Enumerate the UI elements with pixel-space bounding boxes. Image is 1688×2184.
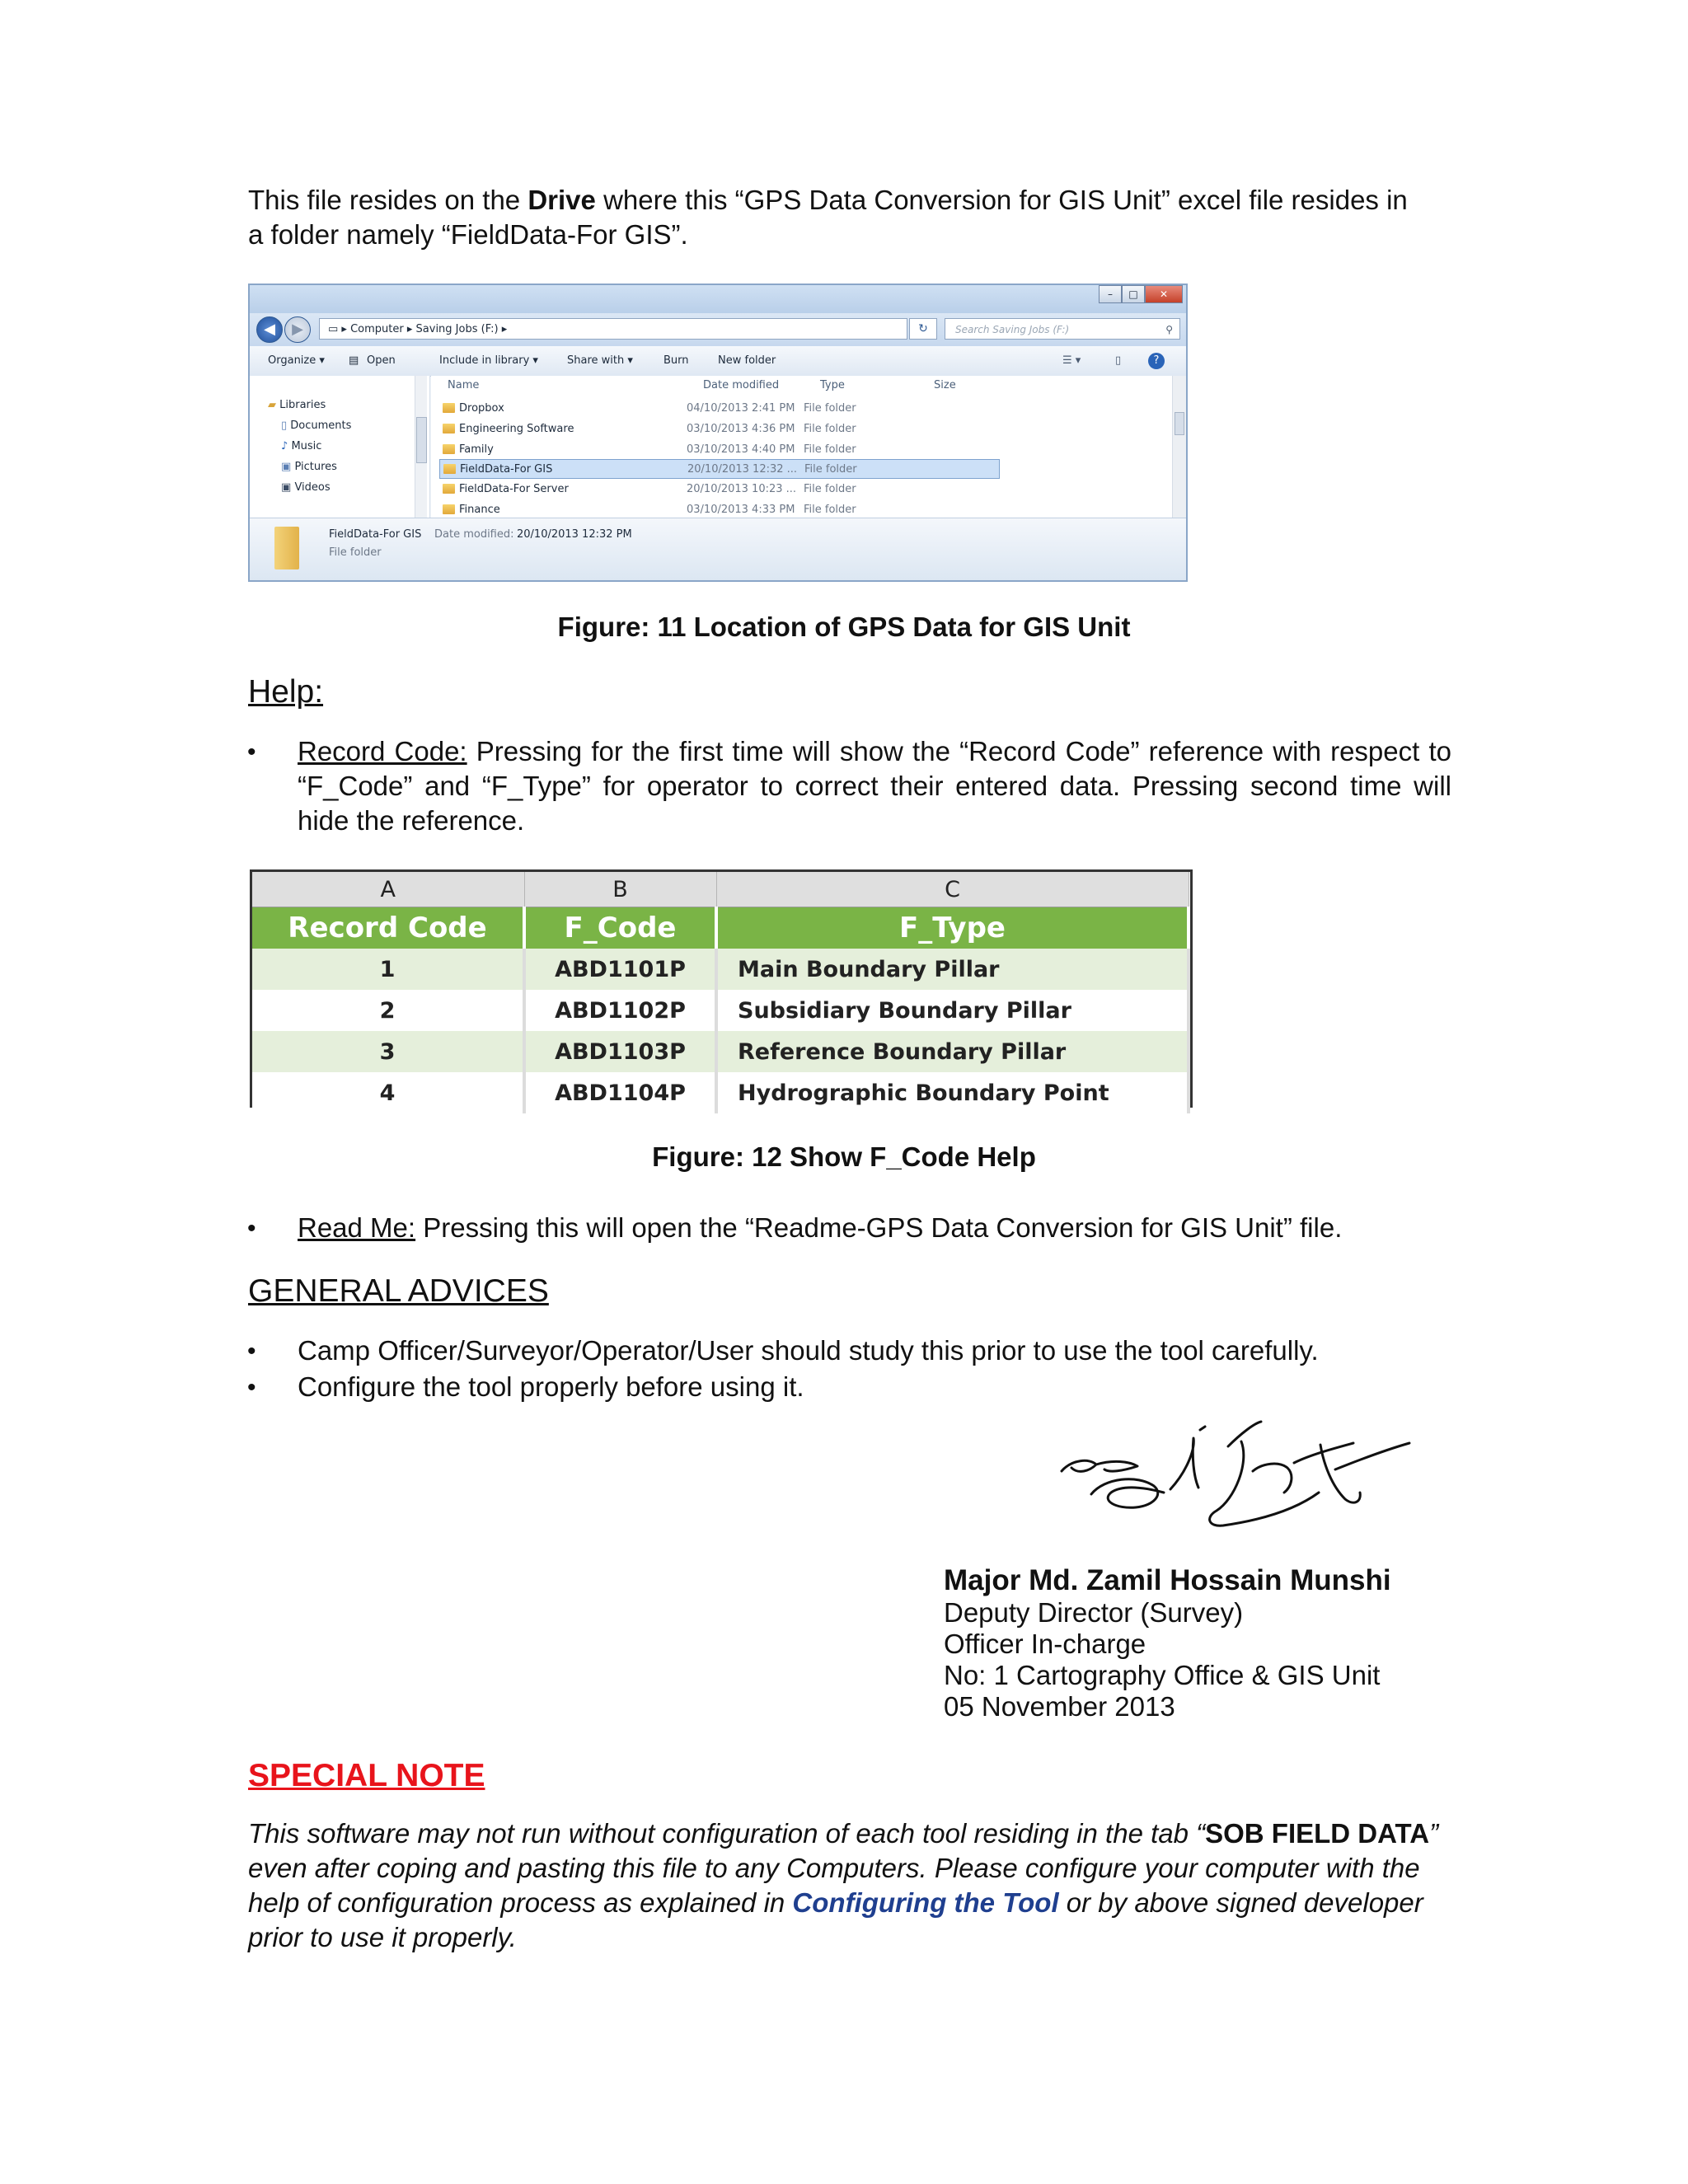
- nav-music[interactable]: Music: [291, 440, 322, 452]
- folder-icon: [443, 403, 455, 413]
- signature-image: [1047, 1413, 1426, 1537]
- details-date-label: Date modified:: [434, 528, 514, 541]
- close-icon[interactable]: ✕: [1145, 285, 1183, 303]
- column-date-modified[interactable]: Date modified: [703, 379, 780, 391]
- nav-documents[interactable]: Documents: [290, 419, 352, 432]
- file-date: 20/10/2013 12:32 ...: [687, 463, 798, 476]
- help-record-text-1: Pressing for the first time will show the “Record Code” reference with respect to: [467, 736, 1451, 766]
- nav-libraries[interactable]: Libraries: [279, 399, 326, 411]
- file-name: Engineering Software: [459, 423, 574, 435]
- file-name: Finance: [459, 504, 500, 516]
- back-icon[interactable]: ◀: [256, 316, 283, 343]
- help-record-paragraph: [298, 734, 1451, 838]
- help-readme-label: Read Me:: [298, 1212, 416, 1243]
- maximize-icon[interactable]: □: [1122, 285, 1145, 303]
- column-letter: A: [252, 872, 524, 907]
- breadcrumb-drive[interactable]: Saving Jobs (F:): [415, 323, 499, 335]
- nav-pictures[interactable]: Pictures: [294, 461, 337, 473]
- details-kind: File folder: [329, 546, 382, 559]
- special-note-text: even after coping and pasting this file to any Computers. Please configure your computer with the: [248, 1853, 1420, 1883]
- file-date: 04/10/2013 2:41 PM: [687, 402, 795, 415]
- bullet-icon: •: [247, 738, 256, 766]
- special-note-text: or by above signed developer: [1058, 1887, 1423, 1918]
- f-type-cell: Hydrographic Boundary Point: [716, 1072, 1189, 1113]
- advice-item: Camp Officer/Surveyor/Operator/User should study this prior to use the tool carefully.: [298, 1335, 1319, 1366]
- new-folder-button[interactable]: New folder: [718, 354, 776, 367]
- libraries-icon: ▰: [268, 399, 276, 411]
- file-type: File folder: [804, 483, 856, 495]
- special-note-paragraph: [248, 1816, 1451, 1955]
- title-bar: [250, 285, 1186, 313]
- file-name: FieldData-For GIS: [460, 463, 553, 476]
- nav-scroll-thumb[interactable]: [416, 417, 427, 463]
- refresh-icon[interactable]: ↻: [909, 318, 937, 340]
- intro-line-2: a folder namely “FieldData-For GIS”.: [248, 219, 688, 250]
- advice-item: Configure the tool properly before using it.: [298, 1371, 804, 1402]
- file-row[interactable]: [439, 419, 1173, 439]
- folder-icon: [443, 504, 455, 514]
- details-date: 20/10/2013 12:32 PM: [517, 528, 632, 541]
- file-scroll-thumb[interactable]: [1175, 412, 1184, 435]
- file-date: 20/10/2013 10:23 ...: [687, 483, 797, 495]
- special-note-text: This software may not run without configuration of each tool residing in the tab “: [248, 1818, 1206, 1849]
- file-name: FieldData-For Server: [459, 483, 569, 495]
- search-input[interactable]: [945, 318, 1180, 340]
- command-toolbar: [250, 346, 1186, 377]
- f-type-cell: Reference Boundary Pillar: [716, 1031, 1189, 1072]
- bullet-icon: •: [247, 1215, 256, 1242]
- signatory-block: [944, 1564, 1391, 1722]
- f-code-cell: ABD1101P: [524, 949, 716, 990]
- large-folder-icon: [274, 527, 299, 569]
- intro-text: This file resides on the: [248, 185, 528, 215]
- record-code-cell: 2: [252, 990, 524, 1031]
- nav-videos[interactable]: Videos: [294, 481, 331, 494]
- help-icon[interactable]: ?: [1148, 353, 1165, 369]
- preview-pane-icon[interactable]: ▯: [1115, 354, 1122, 367]
- window-buttons: [1099, 285, 1183, 303]
- file-name: Dropbox: [459, 402, 504, 415]
- address-row: [250, 313, 1186, 346]
- details-name: FieldData-For GIS: [329, 528, 422, 541]
- table-row: [252, 949, 1189, 990]
- f-code-cell: ABD1102P: [524, 990, 716, 1031]
- column-letter: C: [716, 872, 1189, 907]
- file-row[interactable]: [439, 440, 1173, 460]
- intro-drive: Drive: [528, 185, 596, 215]
- bullet-icon: •: [247, 1338, 256, 1365]
- header-f-code: F_Code: [524, 907, 716, 949]
- folder-icon: [443, 484, 455, 494]
- file-date: 03/10/2013 4:36 PM: [687, 423, 795, 435]
- address-bar[interactable]: ▭ ▸ Computer ▸ Saving Jobs (F:) ▸: [319, 318, 907, 340]
- view-options-icon[interactable]: ☰ ▾: [1062, 354, 1081, 367]
- header-record-code: Record Code: [252, 907, 524, 949]
- pictures-icon: ▣: [281, 461, 292, 473]
- help-readme-paragraph: [298, 1211, 1451, 1245]
- f-code-cell: ABD1103P: [524, 1031, 716, 1072]
- intro-text-2: where this “GPS Data Conversion for GIS Unit” excel file resides in: [595, 185, 1408, 215]
- file-row-selected[interactable]: [439, 459, 1000, 479]
- table-row: [252, 1072, 1189, 1113]
- open-button[interactable]: Open: [367, 354, 396, 367]
- folder-icon: [443, 424, 455, 434]
- record-code-cell: 4: [252, 1072, 524, 1113]
- file-type: File folder: [804, 463, 857, 476]
- folder-icon: [443, 464, 456, 474]
- table-row: [252, 1031, 1189, 1072]
- help-record-text-2: “F_Code” and “F_Type” for operator to correct their entered data. Pressing second time will: [298, 771, 1451, 801]
- column-letter: B: [524, 872, 716, 907]
- music-icon: ♪: [281, 440, 288, 452]
- f-type-cell: Main Boundary Pillar: [716, 949, 1189, 990]
- file-type: File folder: [804, 423, 856, 435]
- file-list: [431, 376, 1181, 518]
- special-note-tab-name: SOB FIELD DATA: [1205, 1818, 1430, 1849]
- column-size[interactable]: Size: [934, 379, 956, 391]
- special-note-text: help of configuration process as explained in: [248, 1887, 793, 1918]
- record-code-cell: 1: [252, 949, 524, 990]
- videos-icon: ▣: [281, 481, 292, 494]
- special-note-heading: SPECIAL NOTE: [248, 1758, 485, 1793]
- file-type: File folder: [804, 402, 856, 415]
- drive-icon: ▭: [328, 323, 339, 335]
- signatory-title: Deputy Director (Survey): [944, 1597, 1244, 1628]
- header-f-type: F_Type: [716, 907, 1189, 949]
- record-code-cell: 3: [252, 1031, 524, 1072]
- f-type-cell: Subsidiary Boundary Pillar: [716, 990, 1189, 1031]
- fcode-table: [250, 869, 1193, 1108]
- documents-icon: ▯: [281, 419, 288, 432]
- burn-button[interactable]: Burn: [663, 354, 689, 367]
- details-pane: [250, 518, 1186, 582]
- search-icon[interactable]: ⚲: [1165, 324, 1173, 335]
- nav-scrollbar[interactable]: [415, 376, 427, 518]
- column-name[interactable]: Name: [448, 379, 480, 391]
- help-record-text-3: hide the reference.: [298, 805, 525, 836]
- signatory-name: Major Md. Zamil Hossain Munshi: [944, 1564, 1391, 1596]
- file-row[interactable]: [439, 480, 1173, 499]
- organize-button[interactable]: Organize ▾: [268, 354, 325, 367]
- figure-12-caption: Figure: 12 Show F_Code Help: [652, 1141, 1036, 1172]
- configuring-tool-link[interactable]: Configuring the Tool: [792, 1887, 1059, 1918]
- help-readme-text: Pressing this will open the “Readme-GPS Data Conversion for GIS Unit” file.: [415, 1212, 1343, 1243]
- bullet-icon: •: [247, 1374, 256, 1401]
- signatory-date: 05 November 2013: [944, 1691, 1175, 1722]
- file-type: File folder: [804, 504, 856, 516]
- file-row[interactable]: [439, 399, 1173, 419]
- special-note-text: ”: [1429, 1818, 1439, 1849]
- file-name: Family: [459, 443, 494, 456]
- include-library-button[interactable]: Include in library ▾: [439, 354, 538, 367]
- file-list-scrollbar[interactable]: [1172, 376, 1186, 518]
- explorer-screenshot: [248, 284, 1188, 582]
- special-note-text: prior to use it properly.: [248, 1922, 517, 1952]
- figure-11-caption: Figure: 11 Location of GPS Data for GIS Unit: [557, 612, 1131, 642]
- intro-paragraph: [248, 183, 1451, 252]
- open-icon: ▤: [349, 354, 359, 367]
- search-placeholder: Search Saving Jobs (F:): [955, 324, 1070, 335]
- folder-icon: [443, 444, 455, 454]
- minimize-icon[interactable]: –: [1099, 285, 1122, 303]
- file-date: 03/10/2013 4:40 PM: [687, 443, 795, 456]
- file-date: 03/10/2013 4:33 PM: [687, 504, 795, 516]
- signatory-office: No: 1 Cartography Office & GIS Unit: [944, 1660, 1381, 1690]
- file-type: File folder: [804, 443, 856, 456]
- share-with-button[interactable]: Share with ▾: [567, 354, 633, 367]
- signatory-role: Officer In-charge: [944, 1629, 1146, 1659]
- general-advices-heading: GENERAL ADVICES: [248, 1273, 549, 1309]
- breadcrumb-computer[interactable]: Computer: [350, 323, 404, 335]
- column-type[interactable]: Type: [820, 379, 845, 391]
- forward-icon[interactable]: ▶: [284, 316, 311, 343]
- help-heading: Help:: [248, 674, 324, 710]
- f-code-cell: ABD1104P: [524, 1072, 716, 1113]
- help-record-label: Record Code:: [298, 736, 467, 766]
- table-row: [252, 990, 1189, 1031]
- navigation-pane: [250, 376, 430, 518]
